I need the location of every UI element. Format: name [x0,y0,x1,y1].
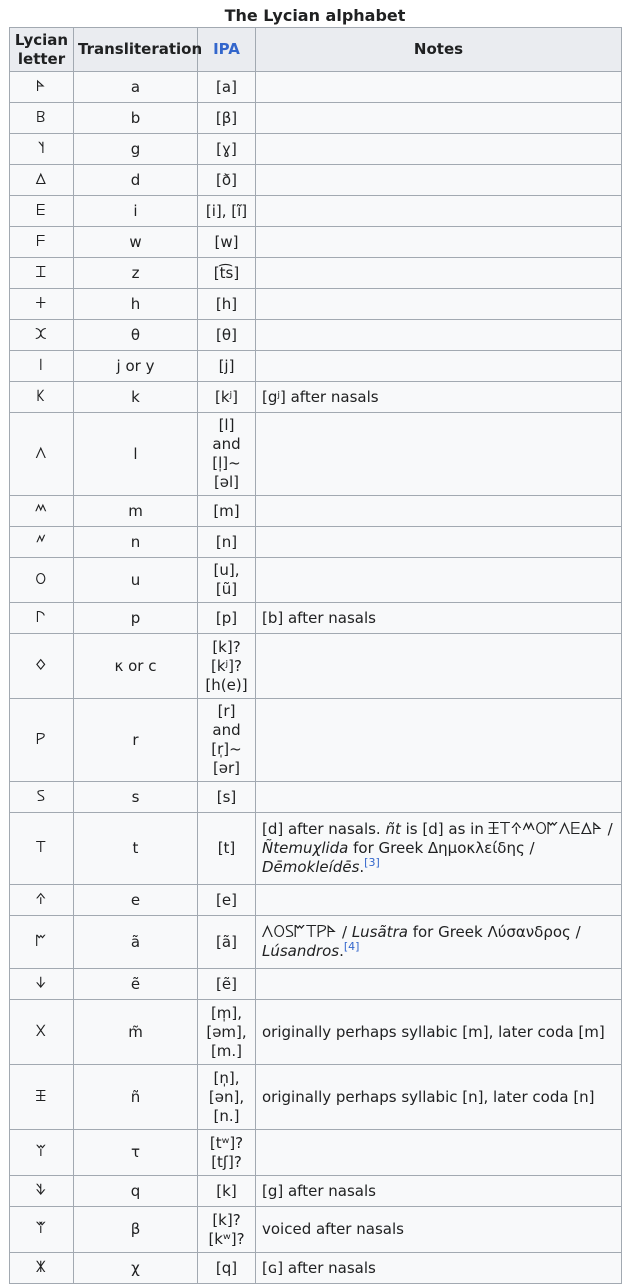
ipa-cell: [s] [198,782,256,813]
notes-cell [256,1000,622,1065]
table-row [10,413,622,496]
ipa-cell: [q] [198,1253,256,1284]
lycian-letter-cell: 𐊄 [10,134,74,165]
notes-cell [256,258,622,289]
notes-text: for Greek Δημοκλείδης / [348,839,535,857]
ipa-cell: [m̩], [əm], [m.] [198,1000,256,1065]
ipa-cell: [h] [198,289,256,320]
transliteration-cell: l [74,413,198,496]
table-row [10,1130,622,1176]
ipa-cell: [ɣ] [198,134,256,165]
transliteration-cell: z [74,258,198,289]
ipa-cell: [t͡s] [198,258,256,289]
transliteration-cell: w [74,227,198,258]
transliteration-cell: n [74,527,198,558]
table-row [10,813,622,885]
notes-italic-text: ñt [385,820,401,838]
notes-cell [256,103,622,134]
transliteration-cell: i [74,196,198,227]
transliteration-cell: τ [74,1130,198,1176]
transliteration-cell: k [74,382,198,413]
lycian-alphabet-table [9,27,622,1284]
transliteration-cell: h [74,289,198,320]
header-notes[interactable]: Notes [256,28,622,72]
table-row [10,165,622,196]
transliteration-cell: ã [74,916,198,969]
ipa-cell: [kʲ] [198,382,256,413]
ipa-cell: [k] [198,1176,256,1207]
table-caption: The Lycian alphabet [224,6,406,25]
table-row [10,969,622,1000]
notes-cell [256,813,622,885]
header-ipa-link[interactable]: IPA [198,28,256,72]
transliteration-cell: m [74,496,198,527]
ipa-cell: [a] [198,72,256,103]
table-row [10,103,622,134]
transliteration-cell: a [74,72,198,103]
ipa-cell: [i], [ĩ] [198,196,256,227]
notes-italic-text: Lúsandros [262,942,340,960]
lycian-letter-cell: 𐊔 [10,634,74,699]
notes-text: 𐊍𐊒𐊖𐊃𐊗𐊕𐊀 / [262,923,352,941]
notes-text: [g] after nasals [262,1181,376,1200]
ipa-cell: [n̩], [ən], [n.] [198,1065,256,1130]
lycian-letter-cell: 𐊑 [10,1065,74,1130]
transliteration-cell: b [74,103,198,134]
ipa-cell: [ã] [198,916,256,969]
citation-link[interactable]: [3] [364,856,380,869]
lycian-letter-cell: 𐊘 [10,1130,74,1176]
table-row [10,1176,622,1207]
notes-italic-text: Ñtemuχlida [262,839,349,857]
lycian-letter-cell: 𐊒 [10,558,74,603]
notes-cell [256,351,622,382]
ipa-cell: [tʷ]? [tʃ]? [198,1130,256,1176]
table-row [10,1207,622,1253]
notes-text: [d] after nasals. [262,820,386,838]
lycian-letter-cell: 𐊌 [10,1253,74,1284]
notes-cell [256,1253,622,1284]
ipa-cell: [j] [198,351,256,382]
citation-link[interactable]: [4] [343,940,360,953]
notes-cell [256,1065,622,1130]
lycian-letter-cell: 𐊀 [10,72,74,103]
notes-text: [b] after nasals [262,608,376,627]
notes-cell [256,782,622,813]
lycian-letter-cell: 𐊜 [10,969,74,1000]
notes-text: originally perhaps syllabic [n], later coda [n] [262,1087,595,1106]
notes-cell [256,603,622,634]
notes-cell [256,699,622,782]
notes-cell [256,134,622,165]
lycian-letter-cell: 𐊉 [10,320,74,351]
transliteration-cell: ẽ [74,969,198,1000]
lycian-letter-cell: 𐊇 [10,227,74,258]
lycian-letter-cell: 𐊖 [10,782,74,813]
lycian-letter-cell: 𐊁 [10,885,74,916]
table-row [10,196,622,227]
notes-cell [256,558,622,603]
notes-cell [256,227,622,258]
transliteration-cell: j or y [74,351,198,382]
lycian-letter-cell: 𐊂 [10,103,74,134]
ipa-cell: [n] [198,527,256,558]
lycian-letter-cell: 𐊈 [10,258,74,289]
table-row [10,916,622,969]
notes-text: voiced after nasals [262,1220,404,1238]
ipa-cell: [m] [198,496,256,527]
ipa-cell: [β] [198,103,256,134]
table-row [10,782,622,813]
lycian-letter-cell: 𐊅 [10,165,74,196]
notes-cell [256,413,622,496]
table-row [10,603,622,634]
lycian-letter-cell: 𐊎 [10,496,74,527]
lycian-letter-cell: 𐊋 [10,382,74,413]
notes-cell [256,1130,622,1176]
table-row [10,258,622,289]
header-transliteration[interactable]: Transliteration [74,28,198,72]
lycian-letter-cell: 𐊊 [10,351,74,382]
notes-cell [256,196,622,227]
ipa-cell: [k]? [kʷ]? [198,1207,256,1253]
header-lycian-letter[interactable]: Lycian letter [10,28,74,72]
lycian-letter-cell: 𐊕 [10,699,74,782]
table-row [10,699,622,782]
transliteration-cell: p [74,603,198,634]
notes-cell [256,969,622,1000]
notes-cell [256,634,622,699]
ipa-cell: [e] [198,885,256,916]
transliteration-cell: m̃ [74,1000,198,1065]
notes-cell [256,527,622,558]
table-row [10,134,622,165]
notes-text: [ɢ] after nasals [262,1258,376,1277]
transliteration-cell: κ or c [74,634,198,699]
header-row [10,28,622,72]
table-row [10,527,622,558]
table-row [10,1065,622,1130]
transliteration-cell: s [74,782,198,813]
transliteration-cell: β [74,1207,198,1253]
lycian-letter-cell: 𐊐 [10,1000,74,1065]
table-row [10,351,622,382]
transliteration-cell: r [74,699,198,782]
transliteration-cell: t [74,813,198,885]
transliteration-cell: u [74,558,198,603]
ipa-cell: [l] and [l̩]~[əl] [198,413,256,496]
transliteration-cell: θ [74,320,198,351]
notes-text: [gʲ] after nasals [262,387,379,406]
lycian-letter-cell: 𐊃 [10,916,74,969]
table-row [10,1253,622,1284]
table-row [10,885,622,916]
ipa-cell: [t] [198,813,256,885]
transliteration-cell: g [74,134,198,165]
table-row [10,227,622,258]
ipa-cell: [p] [198,603,256,634]
table-row [10,1000,622,1065]
table-body [10,72,622,1284]
ipa-cell: [ð] [198,165,256,196]
notes-cell [256,1207,622,1253]
notes-italic-text: Lusãtra [351,923,408,941]
notes-cell [256,320,622,351]
notes-cell [256,165,622,196]
notes-italic-text: Dēmokleídēs [262,858,360,876]
notes-cell [256,289,622,320]
notes-text: . [359,858,365,876]
notes-text: is [d] as in 𐊑𐊗𐊁𐊎𐊒𐊃𐊍𐊆𐊅𐊀 / [400,820,613,838]
table-row [10,72,622,103]
lycian-letter-cell: 𐊍 [10,413,74,496]
notes-text: originally perhaps syllabic [m], later coda [m] [262,1022,605,1041]
ipa-cell: [w] [198,227,256,258]
transliteration-cell: e [74,885,198,916]
ipa-cell: [θ] [198,320,256,351]
lycian-alphabet-table-wrapper [9,0,621,1284]
notes-cell [256,496,622,527]
lycian-letter-cell: 𐊗 [10,813,74,885]
ipa-cell: [r] and [r̩]~[ər] [198,699,256,782]
lycian-letter-cell: 𐊓 [10,603,74,634]
notes-cell [256,72,622,103]
lycian-letter-cell: 𐊙 [10,1176,74,1207]
table-row [10,289,622,320]
ipa-cell: [u], [ũ] [198,558,256,603]
lycian-letter-cell: 𐊆 [10,196,74,227]
lycian-letter-cell: 𐊛 [10,289,74,320]
lycian-letter-cell: 𐊚 [10,1207,74,1253]
table-row [10,634,622,699]
notes-text: . [339,942,344,960]
notes-cell [256,885,622,916]
lycian-letter-cell: 𐊏 [10,527,74,558]
ipa-cell: [ẽ] [198,969,256,1000]
transliteration-cell: d [74,165,198,196]
notes-text: for Greek Λύσανδρος / [407,923,581,941]
table-row [10,496,622,527]
transliteration-cell: χ [74,1253,198,1284]
ipa-cell: [k]? [kʲ]? [h(e)] [198,634,256,699]
table-row [10,320,622,351]
table-row [10,558,622,603]
transliteration-cell: ñ [74,1065,198,1130]
notes-cell [256,382,622,413]
notes-cell [256,1176,622,1207]
table-row [10,382,622,413]
notes-cell [256,916,622,969]
transliteration-cell: q [74,1176,198,1207]
